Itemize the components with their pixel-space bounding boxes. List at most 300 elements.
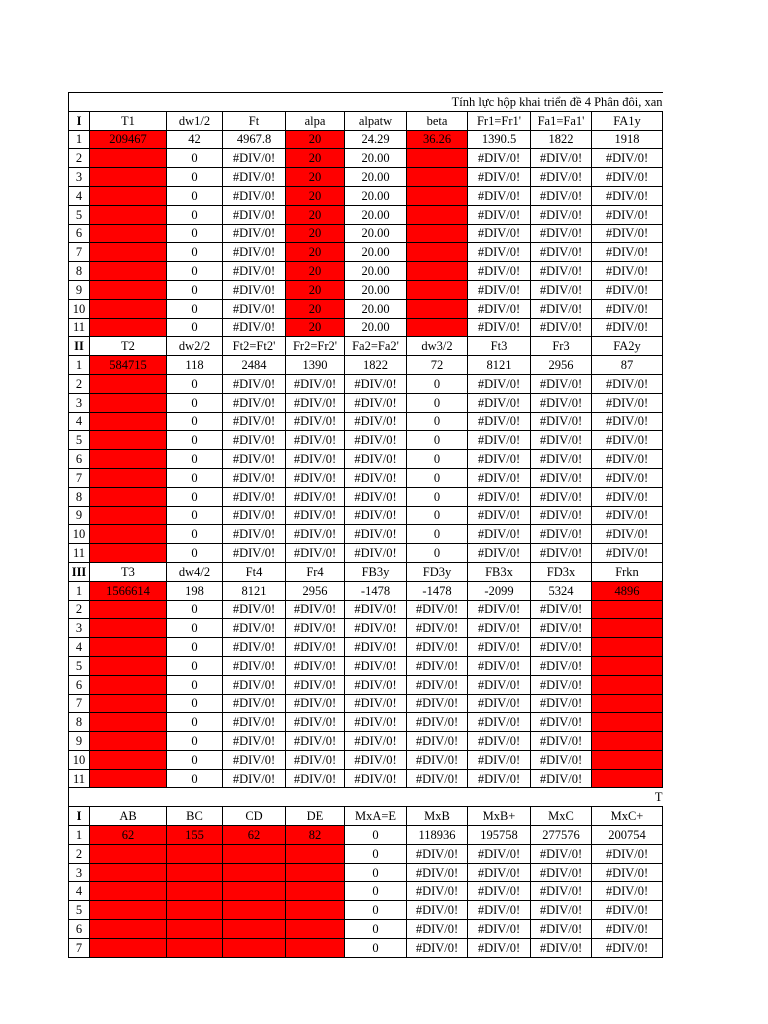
table-cell: #DIV/0! [345,506,407,525]
table-row [69,544,663,563]
table-cell: 0 [167,318,223,337]
table-cell: 0 [167,544,223,563]
table-cell: #DIV/0! [345,468,407,487]
table-row [69,186,663,205]
table-cell [90,431,167,450]
table-cell [167,863,223,882]
table-cell [407,299,468,318]
table-cell: #DIV/0! [468,638,531,657]
table-row [69,638,663,657]
table-cell: #DIV/0! [345,431,407,450]
table-cell: 0 [167,393,223,412]
table-cell: #DIV/0! [345,638,407,657]
table-cell [90,374,167,393]
column-header: CD [223,807,286,826]
table-cell: #DIV/0! [345,450,407,469]
row-index: 8 [69,713,90,732]
table-cell [223,920,286,939]
row-index: 6 [69,675,90,694]
table-cell: #DIV/0! [223,318,286,337]
table-row [69,863,663,882]
column-header: MxB [407,807,468,826]
table-cell: 0 [407,431,468,450]
table-cell [90,299,167,318]
table-cell [407,243,468,262]
column-header: Frkn [592,562,663,581]
column-header: Fa1=Fa1' [531,111,592,130]
table-cell: #DIV/0! [286,525,345,544]
table-cell [90,600,167,619]
table-cell [592,638,663,657]
table-cell: #DIV/0! [407,638,468,657]
table-cell: #DIV/0! [531,656,592,675]
table-cell: 0 [167,262,223,281]
table-cell: #DIV/0! [468,901,531,920]
row-index: 2 [69,600,90,619]
table-cell [223,882,286,901]
column-header: dw3/2 [407,337,468,356]
table-cell: 8121 [223,581,286,600]
table-cell: #DIV/0! [223,544,286,563]
table-cell: #DIV/0! [223,149,286,168]
table-cell: #DIV/0! [223,168,286,187]
table-cell: #DIV/0! [223,487,286,506]
table-cell: #DIV/0! [531,262,592,281]
row-index: 3 [69,393,90,412]
table-cell: #DIV/0! [223,468,286,487]
block-1-roman: I [69,111,90,130]
table-cell: 20.00 [345,205,407,224]
table-row [69,600,663,619]
table-cell [167,882,223,901]
column-header: Fr3 [531,337,592,356]
table-cell: #DIV/0! [468,863,531,882]
table-cell [90,882,167,901]
table-cell: #DIV/0! [286,638,345,657]
table-cell: #DIV/0! [531,186,592,205]
table-cell: #DIV/0! [345,750,407,769]
table-cell: #DIV/0! [345,656,407,675]
table-cell: #DIV/0! [286,769,345,788]
table-cell [90,280,167,299]
table-cell: #DIV/0! [223,374,286,393]
table-cell: #DIV/0! [286,544,345,563]
table-cell [90,262,167,281]
table-cell: #DIV/0! [592,412,663,431]
table-cell: #DIV/0! [407,863,468,882]
table-cell [90,544,167,563]
table-cell: #DIV/0! [286,750,345,769]
column-header: AB [90,807,167,826]
table-cell [407,224,468,243]
table-cell: #DIV/0! [407,713,468,732]
table-cell: #DIV/0! [531,487,592,506]
table-cell: #DIV/0! [468,431,531,450]
table-cell [407,205,468,224]
column-header: FB3y [345,562,407,581]
table-cell: 0 [167,205,223,224]
row-index: 11 [69,544,90,563]
table-cell: #DIV/0! [345,525,407,544]
table-cell: #DIV/0! [531,769,592,788]
table-cell: 0 [167,168,223,187]
table-cell: #DIV/0! [531,299,592,318]
table-cell: #DIV/0! [468,299,531,318]
table-cell: 20.00 [345,149,407,168]
column-header: Fr1=Fr1' [468,111,531,130]
table-row [69,262,663,281]
column-header: Ft4 [223,562,286,581]
table-cell: 4896 [592,581,663,600]
table-cell: 1822 [345,356,407,375]
table-cell: #DIV/0! [531,280,592,299]
table-cell: 0 [167,243,223,262]
table-row [69,374,663,393]
table-row [69,844,663,863]
table-cell: #DIV/0! [223,713,286,732]
table-cell: #DIV/0! [223,431,286,450]
table-cell: 1390 [286,356,345,375]
table-cell: 36.26 [407,130,468,149]
table-cell: #DIV/0! [468,525,531,544]
column-header: FA2y [592,337,663,356]
table-cell: 1566614 [90,581,167,600]
table-cell: #DIV/0! [345,769,407,788]
table-cell [90,450,167,469]
table-cell: #DIV/0! [468,186,531,205]
table-cell [167,938,223,957]
table-cell: #DIV/0! [468,318,531,337]
table-cell [407,186,468,205]
row-index: 7 [69,694,90,713]
table-cell: #DIV/0! [286,713,345,732]
row-index: 6 [69,224,90,243]
table-cell: 87 [592,356,663,375]
table-cell: 0 [167,506,223,525]
table-cell: 20 [286,243,345,262]
table-cell: #DIV/0! [345,374,407,393]
table-cell: 62 [90,826,167,845]
table-cell: 1390.5 [468,130,531,149]
table-cell [592,713,663,732]
table-cell: 0 [167,713,223,732]
separator-row [69,788,663,807]
table-cell: 0 [167,487,223,506]
table-cell: #DIV/0! [592,431,663,450]
table-cell: #DIV/0! [531,205,592,224]
table-cell [407,168,468,187]
table-cell: 0 [345,938,407,957]
table-cell: #DIV/0! [592,544,663,563]
block-2-roman: II [69,337,90,356]
row-index: 9 [69,280,90,299]
table-cell: #DIV/0! [531,374,592,393]
table-cell: #DIV/0! [531,525,592,544]
table-cell: #DIV/0! [592,149,663,168]
table-cell: 20 [286,149,345,168]
column-header: DE [286,807,345,826]
column-header: FB3x [468,562,531,581]
table-cell: 584715 [90,356,167,375]
table-cell [167,844,223,863]
column-header: Ft [223,111,286,130]
table-cell: #DIV/0! [286,393,345,412]
column-header: MxA=E [345,807,407,826]
table-row [69,581,663,600]
block-2-header-row [69,337,663,356]
row-index: 8 [69,487,90,506]
row-index: 6 [69,920,90,939]
table-cell: 0 [345,826,407,845]
table-cell: #DIV/0! [531,412,592,431]
table-row [69,938,663,957]
table-cell: #DIV/0! [223,600,286,619]
table-cell: #DIV/0! [407,732,468,751]
table-cell: 0 [167,412,223,431]
table-cell: #DIV/0! [468,280,531,299]
table-cell: #DIV/0! [468,713,531,732]
table-row [69,732,663,751]
table-cell: #DIV/0! [531,243,592,262]
table-cell: #DIV/0! [592,863,663,882]
table-cell: #DIV/0! [592,243,663,262]
table-cell: #DIV/0! [286,732,345,751]
table-cell [90,769,167,788]
table-cell: 20 [286,299,345,318]
table-cell: #DIV/0! [592,506,663,525]
table-cell: #DIV/0! [345,487,407,506]
table-cell: 118 [167,356,223,375]
table-cell: #DIV/0! [407,769,468,788]
table-row [69,713,663,732]
table-cell: 0 [167,374,223,393]
column-header: BC [167,807,223,826]
table-cell: #DIV/0! [531,318,592,337]
column-header: Ft2=Ft2' [223,337,286,356]
table-cell: #DIV/0! [286,619,345,638]
table-cell [90,224,167,243]
table-cell [592,600,663,619]
table-cell: #DIV/0! [592,205,663,224]
table-cell: #DIV/0! [531,938,592,957]
table-cell: #DIV/0! [531,149,592,168]
table-cell: #DIV/0! [468,468,531,487]
table-cell [90,863,167,882]
table-row [69,750,663,769]
table-cell [90,506,167,525]
table-cell [592,750,663,769]
table-cell: #DIV/0! [531,506,592,525]
table-cell [90,186,167,205]
table-cell: 0 [167,224,223,243]
table-cell: #DIV/0! [407,675,468,694]
column-header: MxC+ [592,807,663,826]
row-index: 2 [69,149,90,168]
table-cell: 4967.8 [223,130,286,149]
table-cell: #DIV/0! [407,750,468,769]
column-header: dw2/2 [167,337,223,356]
table-cell: #DIV/0! [531,882,592,901]
column-header: alpatw [345,111,407,130]
table-cell: 198 [167,581,223,600]
table-row [69,280,663,299]
table-cell: #DIV/0! [531,675,592,694]
table-cell [223,938,286,957]
table-cell: #DIV/0! [468,506,531,525]
column-header: FD3x [531,562,592,581]
table-cell [407,318,468,337]
table-row [69,412,663,431]
table-cell: #DIV/0! [407,694,468,713]
moment-block-roman: I [69,807,90,826]
column-header: MxC [531,807,592,826]
table-cell: #DIV/0! [223,412,286,431]
table-cell: #DIV/0! [592,525,663,544]
moment-block-header-row [69,807,663,826]
row-index: 10 [69,525,90,544]
column-header: FD3y [407,562,468,581]
table-cell: #DIV/0! [468,882,531,901]
table-cell: #DIV/0! [223,506,286,525]
column-header: FA1y [592,111,663,130]
table-cell: #DIV/0! [468,412,531,431]
table-cell: 0 [167,450,223,469]
table-cell: #DIV/0! [592,938,663,957]
table-cell: #DIV/0! [286,694,345,713]
table-cell [223,863,286,882]
table-cell: #DIV/0! [468,374,531,393]
table-cell: #DIV/0! [592,844,663,863]
table-cell [90,243,167,262]
table-cell: #DIV/0! [223,450,286,469]
table-row [69,393,663,412]
table-row [69,318,663,337]
table-cell: 0 [407,412,468,431]
table-cell [90,694,167,713]
table-cell: #DIV/0! [592,374,663,393]
row-index: 1 [69,581,90,600]
table-cell: #DIV/0! [531,732,592,751]
table-cell: 0 [167,299,223,318]
table-cell: #DIV/0! [531,468,592,487]
table-cell: #DIV/0! [468,750,531,769]
table-cell: 0 [407,506,468,525]
column-header: beta [407,111,468,130]
table-cell: #DIV/0! [345,393,407,412]
table-cell [223,901,286,920]
table-cell: #DIV/0! [345,713,407,732]
table-cell: #DIV/0! [592,186,663,205]
table-cell: #DIV/0! [531,450,592,469]
table-cell: #DIV/0! [592,468,663,487]
table-cell: 0 [407,544,468,563]
table-cell [90,412,167,431]
table-cell: #DIV/0! [223,205,286,224]
row-index: 2 [69,844,90,863]
table-row [69,525,663,544]
table-cell: 20.00 [345,168,407,187]
table-cell: 0 [407,468,468,487]
table-cell: #DIV/0! [407,619,468,638]
table-cell: #DIV/0! [407,600,468,619]
row-index: 10 [69,750,90,769]
table-cell [90,638,167,657]
row-index: 2 [69,374,90,393]
table-cell: 0 [167,431,223,450]
table-cell: 118936 [407,826,468,845]
table-cell [90,318,167,337]
table-row [69,619,663,638]
table-cell: 0 [167,600,223,619]
table-cell [286,938,345,957]
table-cell [223,844,286,863]
table-cell: #DIV/0! [223,262,286,281]
table-cell: #DIV/0! [223,675,286,694]
column-header: dw4/2 [167,562,223,581]
table-cell [592,656,663,675]
table-cell [167,920,223,939]
table-cell: 8121 [468,356,531,375]
table-cell: 0 [407,525,468,544]
table-cell: 20.00 [345,318,407,337]
column-header: T1 [90,111,167,130]
table-cell: #DIV/0! [468,732,531,751]
table-cell: -2099 [468,581,531,600]
table-cell: #DIV/0! [592,393,663,412]
table-row [69,431,663,450]
row-index: 10 [69,299,90,318]
table-cell: 195758 [468,826,531,845]
table-cell: #DIV/0! [223,750,286,769]
table-cell: 0 [167,280,223,299]
table-cell: 0 [167,694,223,713]
table-cell: #DIV/0! [468,224,531,243]
table-cell: 20.00 [345,243,407,262]
table-row [69,468,663,487]
block-3-roman: III [69,562,90,581]
table-cell: #DIV/0! [468,168,531,187]
row-index: 7 [69,938,90,957]
table-cell [286,844,345,863]
table-cell: 2956 [531,356,592,375]
table-cell: 20.00 [345,186,407,205]
table-row [69,675,663,694]
table-cell: 72 [407,356,468,375]
table-cell [286,863,345,882]
table-cell [90,656,167,675]
table-cell [592,694,663,713]
table-cell: 20 [286,186,345,205]
table-cell: #DIV/0! [592,487,663,506]
table-cell: 20 [286,224,345,243]
spreadsheet-table [68,92,663,958]
table-cell [592,732,663,751]
table-cell: 0 [167,732,223,751]
table-cell [90,487,167,506]
table-cell: 0 [167,149,223,168]
table-cell: #DIV/0! [286,600,345,619]
table-cell: #DIV/0! [592,224,663,243]
table-cell: 209467 [90,130,167,149]
table-cell: #DIV/0! [531,920,592,939]
table-cell: #DIV/0! [531,638,592,657]
table-cell: 5324 [531,581,592,600]
row-index: 8 [69,262,90,281]
table-cell: #DIV/0! [468,149,531,168]
table-row [69,130,663,149]
table-cell: #DIV/0! [286,412,345,431]
column-header: T2 [90,337,167,356]
